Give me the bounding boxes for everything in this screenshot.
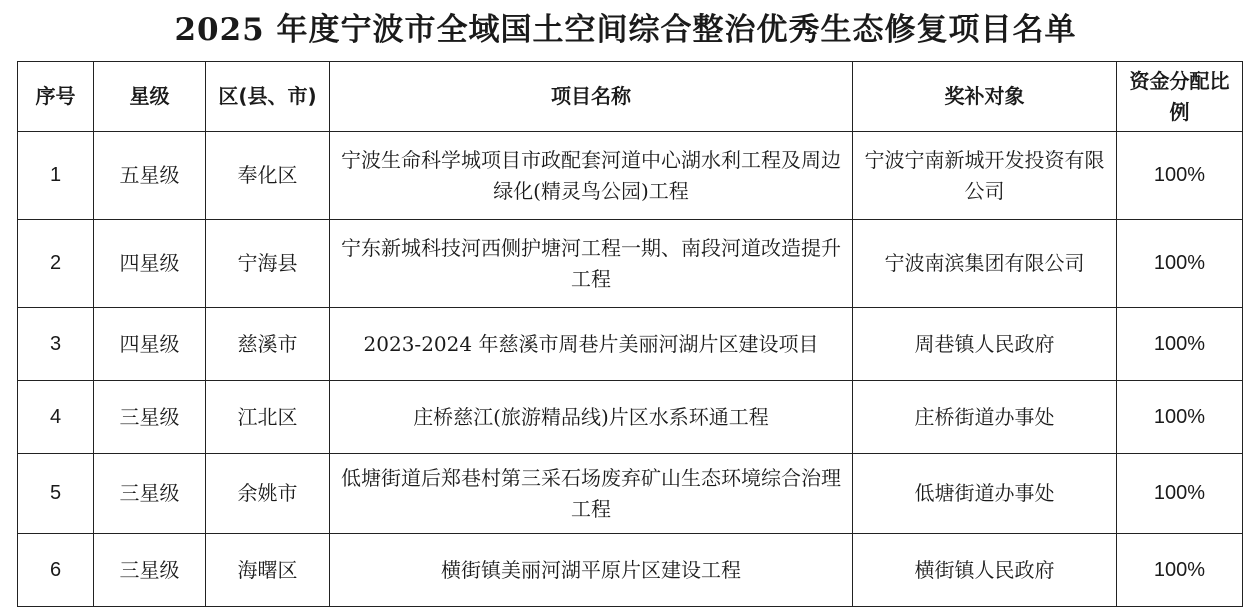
cell-seq: 4 [18, 381, 94, 454]
cell-seq: 1 [18, 132, 94, 220]
cell-district: 宁海县 [206, 220, 330, 308]
cell-recipient: 低塘街道办事处 [853, 454, 1117, 534]
header-recipient: 奖补对象 [853, 62, 1117, 132]
cell-ratio: 100% [1117, 220, 1243, 308]
cell-level: 五星级 [94, 132, 206, 220]
cell-seq: 2 [18, 220, 94, 308]
cell-recipient: 周巷镇人民政府 [853, 308, 1117, 381]
table-row [18, 381, 1243, 454]
header-level: 星级 [94, 62, 206, 132]
cell-project: 宁东新城科技河西侧护塘河工程一期、南段河道改造提升工程 [330, 220, 853, 308]
table-header-row [18, 62, 1243, 132]
cell-district: 奉化区 [206, 132, 330, 220]
table-row [18, 454, 1243, 534]
cell-project: 2023-2024 年慈溪市周巷片美丽河湖片区建设项目 [330, 308, 853, 381]
cell-ratio: 100% [1117, 454, 1243, 534]
table-row [18, 534, 1243, 607]
cell-recipient: 庄桥街道办事处 [853, 381, 1117, 454]
cell-project: 庄桥慈江(旅游精品线)片区水系环通工程 [330, 381, 853, 454]
header-district: 区(县、市) [206, 62, 330, 132]
header-project: 项目名称 [330, 62, 853, 132]
cell-district: 海曙区 [206, 534, 330, 607]
cell-level: 三星级 [94, 454, 206, 534]
cell-level: 四星级 [94, 220, 206, 308]
cell-project: 低塘街道后郑巷村第三采石场废弃矿山生态环境综合治理工程 [330, 454, 853, 534]
header-seq: 序号 [18, 62, 94, 132]
table-row [18, 220, 1243, 308]
cell-level: 三星级 [94, 534, 206, 607]
cell-level: 三星级 [94, 381, 206, 454]
cell-district: 慈溪市 [206, 308, 330, 381]
cell-project: 宁波生命科学城项目市政配套河道中心湖水利工程及周边绿化(精灵鸟公园)工程 [330, 132, 853, 220]
table-row [18, 308, 1243, 381]
cell-recipient: 宁波宁南新城开发投资有限公司 [853, 132, 1117, 220]
cell-district: 余姚市 [206, 454, 330, 534]
cell-seq: 6 [18, 534, 94, 607]
cell-project: 横街镇美丽河湖平原片区建设工程 [330, 534, 853, 607]
cell-ratio: 100% [1117, 132, 1243, 220]
cell-ratio: 100% [1117, 308, 1243, 381]
page-title: 2025 年度宁波市全域国土空间综合整治优秀生态修复项目名单 [174, 12, 1077, 48]
cell-recipient: 横街镇人民政府 [853, 534, 1117, 607]
cell-ratio: 100% [1117, 381, 1243, 454]
cell-ratio: 100% [1117, 534, 1243, 607]
cell-seq: 5 [18, 454, 94, 534]
cell-level: 四星级 [94, 308, 206, 381]
cell-district: 江北区 [206, 381, 330, 454]
cell-recipient: 宁波南滨集团有限公司 [853, 220, 1117, 308]
cell-seq: 3 [18, 308, 94, 381]
header-ratio: 资金分配比例 [1117, 62, 1243, 132]
project-table [17, 61, 1243, 607]
table-row [18, 132, 1243, 220]
